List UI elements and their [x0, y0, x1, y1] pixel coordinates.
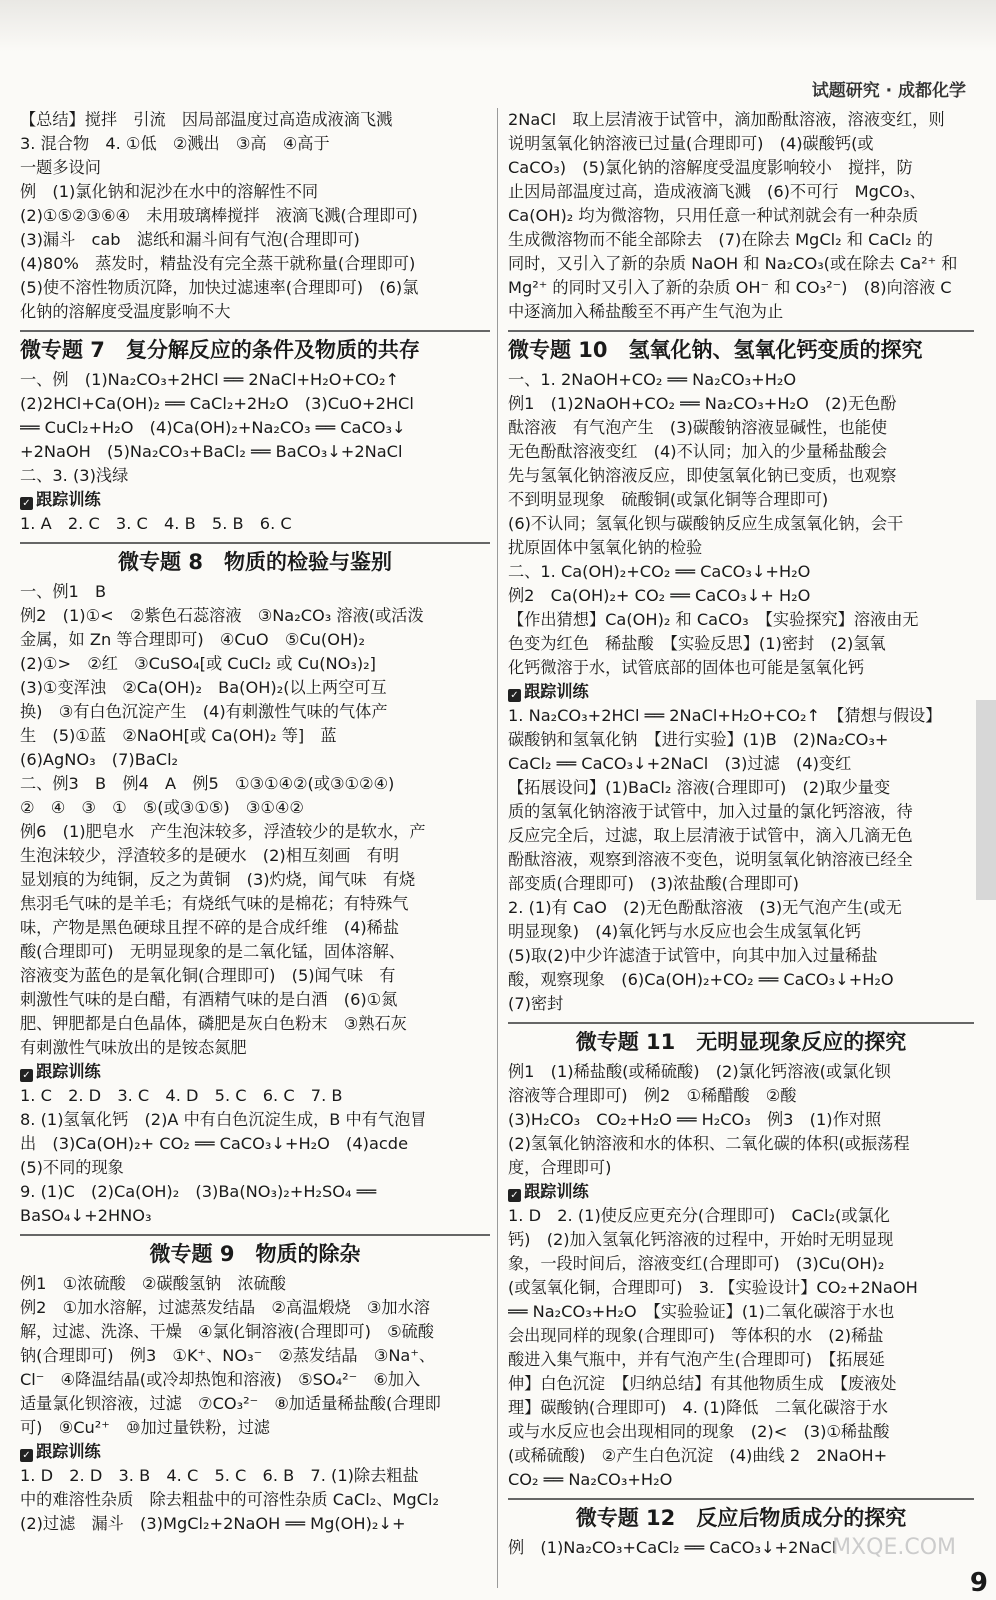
answer-line: 解，过滤、洗涤、干燥 ④氯化铜溶液(合理即可) ⑤硫酸	[20, 1322, 434, 1341]
answer-line: 中逐滴加入稀盐酸至不再产生气泡为止	[508, 302, 784, 321]
answer-line: (6)AgNO₃ (7)BaCl₂	[20, 750, 179, 769]
answer-line: 例2 Ca(OH)₂+ CO₂ ══ CaCO₃↓+ H₂O	[508, 586, 811, 605]
answer-line: 9. (1)C (2)Ca(OH)₂ (3)Ba(NO₃)₂+H₂SO₄ ══	[20, 1182, 377, 1201]
answer-line: 酸进入集气瓶中，并有气泡产生(合理即可) 【拓展延	[508, 1350, 885, 1369]
column-divider	[497, 108, 498, 1588]
answer-line: 【作出猜想】Ca(OH)₂ 和 CaCO₃ 【实验探究】溶液由无	[508, 610, 919, 629]
answer-line: 生 (5)①蓝 ②NaOH[或 Ca(OH)₂ 等] 蓝	[20, 726, 337, 745]
answer-line: 质的氢氧化钠溶液于试管中，加入过量的氯化钙溶液，待	[508, 802, 913, 821]
answer-line: 理】碳酸钠(合理即可) 4. (1)降低 二氧化碳溶于水	[508, 1398, 888, 1417]
answer-line: 1. A 2. C 3. C 4. B 5. B 6. C	[20, 514, 292, 533]
answer-line: 度，合理即可)	[508, 1158, 612, 1177]
answer-line: 碳酸钠和氢氧化钠 【进行实验】(1)B (2)Na₂CO₃+	[508, 730, 889, 749]
answer-line: (6)不认同；氢氧化钡与碳酸钠反应生成氢氧化钠，会干	[508, 514, 904, 533]
answer-line: 化钠的溶解度受温度影响不大	[20, 302, 231, 321]
answer-line: 焦羽毛气味的是羊毛；有烧纸气味的是棉花；有特殊气	[20, 894, 409, 913]
answer-line: (2)①⑤②③⑥④ 未用玻璃棒搅拌 液滴飞溅(合理即可)	[20, 206, 418, 225]
answer-line: 同时，又引入了新的杂质 NaOH 和 Na₂CO₃(或在除去 Ca²⁺ 和	[508, 254, 958, 273]
answer-line: 明显现象) (4)氧化钙与水反应也会生成氢氧化钙	[508, 922, 861, 941]
answer-line: ══ Na₂CO₃+H₂O 【实验验证】(1)二氧化碳溶于水也	[508, 1302, 895, 1321]
answer-line: 【拓展设问】(1)BaCl₂ 溶液(合理即可) (2)取少量变	[508, 778, 891, 797]
check-icon: ✓	[20, 1449, 33, 1462]
right-column	[508, 108, 974, 1560]
answer-line: 2NaCl 取上层清液于试管中，滴加酚酞溶液，溶液变红，则	[508, 110, 945, 129]
answer-line: 扰原固体中氢氧化钠的检验	[508, 538, 703, 557]
answer-line: 金属，如 Zn 等合理即可) ④CuO ⑤Cu(OH)₂	[20, 630, 365, 649]
answer-line: 说明氢氧化钠溶液已过量(合理即可) (4)碳酸钙(或	[508, 134, 874, 153]
answer-line: 钙) (2)加入氢氧化钙溶液的过程中，开始时无明显现	[508, 1230, 894, 1249]
answer-line: 二、3. (3)浅绿	[20, 466, 129, 485]
answer-line: CaCO₃) (5)氯化钠的溶解度受温度影响较小 搅拌，防	[508, 158, 913, 177]
answer-line: (2)过滤 漏斗 (3)MgCl₂+2NaOH ══ Mg(OH)₂↓+	[20, 1514, 406, 1533]
answer-line: 例2 ①加水溶解，过滤蒸发结晶 ②高温煅烧 ③加水溶	[20, 1298, 430, 1317]
section-title: 微专题 8 物质的检验与鉴别	[20, 542, 490, 580]
answer-line: 止因局部温度过高，造成液滴飞溅 (6)不可行 MgCO₃、	[508, 182, 926, 201]
answer-line: (5)取(2)中少许滤渣于试管中，向其中加入过量稀盐	[508, 946, 878, 965]
answer-line: 例1 ①浓硫酸 ②碳酸氢钠 浓硫酸	[20, 1274, 286, 1293]
answer-line: 例 (1)Na₂CO₃+CaCl₂ ══ CaCO₃↓+2NaCl	[508, 1538, 837, 1557]
answer-line: 部变质(合理即可) (3)浓盐酸(合理即可)	[508, 874, 800, 893]
answer-line: 3. 混合物 4. ①低 ②溅出 ③高 ④高于	[20, 134, 330, 153]
answer-line: (5)不同的现象	[20, 1158, 124, 1177]
answer-line: 适量氯化钡溶液，过滤 ⑦CO₃²⁻ ⑧加适量稀盐酸(合理即	[20, 1394, 441, 1413]
answer-line: 一、例1 B	[20, 582, 107, 601]
answer-line: 生泡沫较少，浮渣较多的是硬水 (2)相互刻画 有明	[20, 846, 400, 865]
answer-line: 1. D 2. (1)使反应更充分(合理即可) CaCl₂(或氯化	[508, 1206, 890, 1225]
answer-line: 色变为红色 稀盐酸 【实验反思】(1)密封 (2)氢氧	[508, 634, 886, 653]
page-number: 9	[969, 1568, 988, 1598]
answer-line: 反应完全后，过滤，取上层清液于试管中，滴入几滴无色	[508, 826, 913, 845]
answer-line: (2)2HCl+Ca(OH)₂ ══ CaCl₂+2H₂O (3)CuO+2HCl	[20, 394, 414, 413]
left-column	[20, 108, 490, 1536]
answer-line: 例6 (1)肥皂水 产生泡沫较多，浮渣较少的是软水，产	[20, 822, 426, 841]
answer-line: 象，一段时间后，溶液变红(合理即可) (3)Cu(OH)₂	[508, 1254, 885, 1273]
answer-line: (4)80% 蒸发时，精盐没有完全蒸干就称量(合理即可)	[20, 254, 416, 273]
answer-line: (2)①> ②红 ③CuSO₄[或 CuCl₂ 或 Cu(NO₃)₂]	[20, 654, 376, 673]
answer-line: 二、例3 B 例4 A 例5 ①③①④②(或③①②④)	[20, 774, 395, 793]
practice-label: 跟踪训练	[36, 1062, 101, 1081]
answer-line: 酸，观察现象 (6)Ca(OH)₂+CO₂ ══ CaCO₃↓+H₂O	[508, 970, 894, 989]
answer-line: 8. (1)氢氧化钙 (2)A 中有白色沉淀生成，B 中有气泡冒	[20, 1110, 427, 1129]
answer-line: ══ CuCl₂+H₂O (4)Ca(OH)₂+Na₂CO₃ ══ CaCO₃↓	[20, 418, 406, 437]
answer-line: 味，产物是黑色硬球且捏不碎的是合成纤维 (4)稀盐	[20, 918, 400, 937]
answer-line: 溶液等合理即可) 例2 ①稀醋酸 ②酸	[508, 1086, 797, 1105]
answer-line: 溶液变为蓝色的是氧化铜(合理即可) (5)闻气味 有	[20, 966, 396, 985]
answer-line: 一、1. 2NaOH+CO₂ ══ Na₂CO₃+H₂O	[508, 370, 797, 389]
answer-line: 1. D 2. D 3. B 4. C 5. C 6. B 7. (1)除去粗盐	[20, 1466, 419, 1485]
answer-line: Ca(OH)₂ 均为微溶物，只用任意一种试剂就会有一种杂质	[508, 206, 919, 225]
answer-line: 二、1. Ca(OH)₂+CO₂ ══ CaCO₃↓+H₂O	[508, 562, 811, 581]
answer-line: 先与氢氧化钠溶液反应，即使氢氧化钠已变质，也观察	[508, 466, 897, 485]
answer-line: 可) ⑨Cu²⁺ ⑩加过量铁粉，过滤	[20, 1418, 270, 1437]
section-title: 微专题 9 物质的除杂	[20, 1234, 490, 1272]
answer-line: Mg²⁺ 的同时又引入了新的杂质 OH⁻ 和 CO₃²⁻) (8)向溶液 C	[508, 278, 952, 297]
answer-line: (3)H₂CO₃ CO₂+H₂O ══ H₂CO₃ 例3 (1)作对照	[508, 1110, 882, 1129]
answer-line: (7)密封	[508, 994, 564, 1013]
practice-heading	[20, 488, 490, 512]
answer-line: 换) ③有白色沉淀产生 (4)有刺激性气味的气体产	[20, 702, 388, 721]
check-icon: ✓	[20, 497, 33, 510]
answer-line: BaSO₄↓+2HNO₃	[20, 1206, 152, 1225]
answer-line: (5)使不溶性物质沉降，加快过滤速率(合理即可) (6)氯	[20, 278, 419, 297]
answer-line: 酚酞溶液，观察到溶液不变色，说明氢氧化钠溶液已经全	[508, 850, 913, 869]
practice-heading	[508, 680, 974, 704]
answer-line: (3)漏斗 cab 滤纸和漏斗间有气泡(合理即可)	[20, 230, 360, 249]
answer-line: Cl⁻ ④降温结晶(或冷却热饱和溶液) ⑤SO₄²⁻ ⑥加入	[20, 1370, 421, 1389]
check-icon: ✓	[508, 1189, 521, 1202]
answer-line: ② ④ ③ ① ⑤(或③①⑤) ③①④②	[20, 798, 304, 817]
answer-line: 刺激性气味的是白醋，有酒精气味的是白酒 (6)①氮	[20, 990, 398, 1009]
answer-line: 例1 (1)稀盐酸(或稀硫酸) (2)氯化钙溶液(或氯化钡	[508, 1062, 891, 1081]
practice-label: 跟踪训练	[524, 1182, 589, 1201]
section-title: 微专题 11 无明显现象反应的探究	[508, 1022, 974, 1060]
answer-line: 【总结】搅拌 引流 因局部温度过高造成液滴飞溅	[20, 110, 393, 129]
practice-label: 跟踪训练	[524, 682, 589, 701]
section-title: 微专题 12 反应后物质成分的探究	[508, 1498, 974, 1536]
check-icon: ✓	[508, 689, 521, 702]
answer-line: 生成微溶物而不能全部除去 (7)在除去 MgCl₂ 和 CaCl₂ 的	[508, 230, 933, 249]
answer-line: 酞溶液 有气泡产生 (3)碳酸钠溶液显碱性，也能使	[508, 418, 888, 437]
answer-line: CO₂ ══ Na₂CO₃+H₂O	[508, 1470, 673, 1489]
answer-line: (2)氢氧化钠溶液和水的体积、二氧化碳的体积(或振荡程	[508, 1134, 910, 1153]
section-title: 微专题 10 氢氧化钠、氢氧化钙变质的探究	[508, 330, 974, 368]
answer-line: 例2 (1)①< ②紫色石蕊溶液 ③Na₂CO₃ 溶液(或活泼	[20, 606, 424, 625]
practice-label: 跟踪训练	[36, 490, 101, 509]
answer-line: 1. C 2. D 3. C 4. D 5. C 6. C 7. B	[20, 1086, 343, 1105]
answer-line: 钠(合理即可) 例3 ①K⁺、NO₃⁻ ②蒸发结晶 ③Na⁺、	[20, 1346, 436, 1365]
answer-line: 例1 (1)2NaOH+CO₂ ══ Na₂CO₃+H₂O (2)无色酚	[508, 394, 897, 413]
answer-line: 伸】白色沉淀 【归纳总结】有其他物质生成 【废液处	[508, 1374, 897, 1393]
answer-line: (或稀硫酸) ②产生白色沉淀 (4)曲线 2 2NaOH+	[508, 1446, 888, 1465]
section-title: 微专题 7 复分解反应的条件及物质的共存	[20, 330, 490, 368]
practice-heading	[20, 1440, 490, 1464]
answer-line: 2. (1)有 CaO (2)无色酚酞溶液 (3)无气泡产生(或无	[508, 898, 902, 917]
answer-line: CaCl₂ ══ CaCO₃↓+2NaCl (3)过滤 (4)变红	[508, 754, 852, 773]
check-icon: ✓	[20, 1069, 33, 1082]
answer-line: 无色酚酞溶液变红 (4)不认同；加入的少量稀盐酸会	[508, 442, 888, 461]
side-tab	[976, 700, 996, 900]
answer-line: 有刺激性气味放出的是铵态氮肥	[20, 1038, 247, 1057]
answer-line: +2NaOH (5)Na₂CO₃+BaCl₂ ══ BaCO₃↓+2NaCl	[20, 442, 403, 461]
answer-line: 一题多设问	[20, 158, 101, 177]
answer-line: 化钙微溶于水，试管底部的固体也可能是氢氧化钙	[508, 658, 865, 677]
answer-line: 会出现同样的现象(合理即可) 等体积的水 (2)稀盐	[508, 1326, 884, 1345]
answer-line: 或与水反应也会出现相同的现象 (2)< (3)①稀盐酸	[508, 1422, 890, 1441]
watermark: MXQE.COM	[832, 1535, 956, 1560]
answer-line: (或氢氧化铜，合理即可) 3. 【实验设计】CO₂+2NaOH	[508, 1278, 918, 1297]
answer-line: 出 (3)Ca(OH)₂+ CO₂ ══ CaCO₃↓+H₂O (4)acde	[20, 1134, 409, 1153]
practice-heading	[20, 1060, 490, 1084]
practice-label: 跟踪训练	[36, 1442, 101, 1461]
answer-line: 不到明显现象 硫酸铜(或氯化铜等合理即可)	[508, 490, 829, 509]
answer-line: 酸(合理即可) 无明显现象的是二氧化锰，固体溶解、	[20, 942, 405, 961]
page-header: 试题研究 · 成都化学	[811, 81, 966, 101]
answer-line: 一、例 (1)Na₂CO₃+2HCl ══ 2NaCl+H₂O+CO₂↑	[20, 370, 400, 389]
answer-line: 肥、钾肥都是白色晶体，磷肥是灰白色粉末 ③熟石灰	[20, 1014, 407, 1033]
answer-line: 中的难溶性杂质 除去粗盐中的可溶性杂质 CaCl₂、MgCl₂	[20, 1490, 439, 1509]
answer-line: (3)①变浑浊 ②Ca(OH)₂ Ba(OH)₂(以上两空可互	[20, 678, 387, 697]
answer-line: 显划痕的为纯铜，反之为黄铜 (3)灼烧，闻气味 有烧	[20, 870, 416, 889]
answer-line: 例 (1)氯化钠和泥沙在水中的溶解性不同	[20, 182, 319, 201]
top-band	[0, 0, 996, 52]
practice-heading	[508, 1180, 974, 1204]
answer-line: 1. Na₂CO₃+2HCl ══ 2NaCl+H₂O+CO₂↑ 【猜想与假设】	[508, 706, 942, 725]
